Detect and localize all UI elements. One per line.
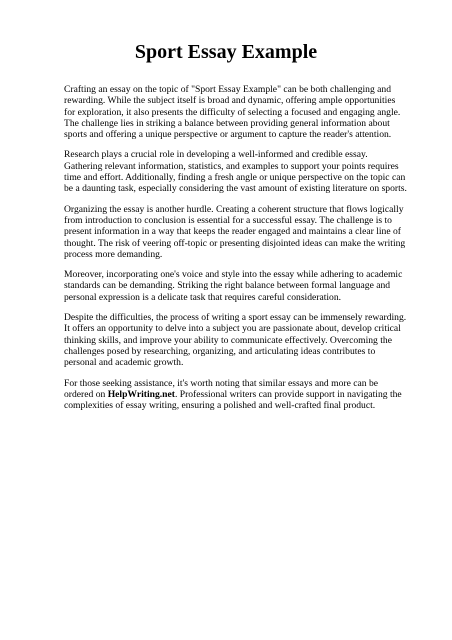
- paragraph-rewards: Despite the difficulties, the process of writing a sport essay can be immensely rewarding. It offers an opportunity to delve into a subject you are passionate about, develop critical thinking skills, and improve your ability to communicate effectively. Overcoming the challenges posed by researching, organizing, and articulating ideas contributes to personal and academic growth.: [64, 312, 407, 369]
- closing-text-before: For those seeking assistance, it's worth noting that similar essays and more can be ordered on: [64, 377, 378, 400]
- closing-text-after: . Professional writers can provide support in navigating the complexities of essay writing, ensuring a polished and well-crafted final product.: [64, 388, 402, 412]
- paragraph-research: Research plays a crucial role in developing a well-informed and credible essay. Gathering relevant information, statistics, and examples to support your points requires time and effort. Additionally, finding a fresh angle or unique perspective on the topic can be a daunting task, especially considering the vast amount of existing literature on sports.: [64, 149, 407, 195]
- paragraph-voice: Moreover, incorporating one's voice and style into the essay while adhering to academic standards can be demanding. Striking the right balance between formal language and personal expression is a delicate task that requires careful consideration.: [64, 269, 403, 303]
- paragraph-organizing: Organizing the essay is another hurdle. Creating a coherent structure that flows logically from introduction to conclusion is essential for a successful essay. The challenge is to present information in a way that keeps the reader engaged and maintains a clear line of thought. The risk of veering off-topic or presenting disjointed ideas can make the writing process more demanding.: [64, 203, 406, 260]
- essay-body: [64, 84, 408, 411]
- paragraph-closing: [64, 378, 408, 412]
- brand-name: HelpWriting.net: [107, 388, 175, 400]
- page-title: Sport Essay Example: [134, 41, 318, 63]
- paragraph-intro: Crafting an essay on the topic of "Sport Essay Example" can be both challenging and rewarding. While the subject itself is broad and dynamic, offering ample opportunities for exploration, it also presents the difficulty of selecting a focused and engaging angle. The challenge lies in striking a balance between providing general information about sports and offering a unique perspective or argument to capture the reader's attention.: [64, 84, 401, 141]
